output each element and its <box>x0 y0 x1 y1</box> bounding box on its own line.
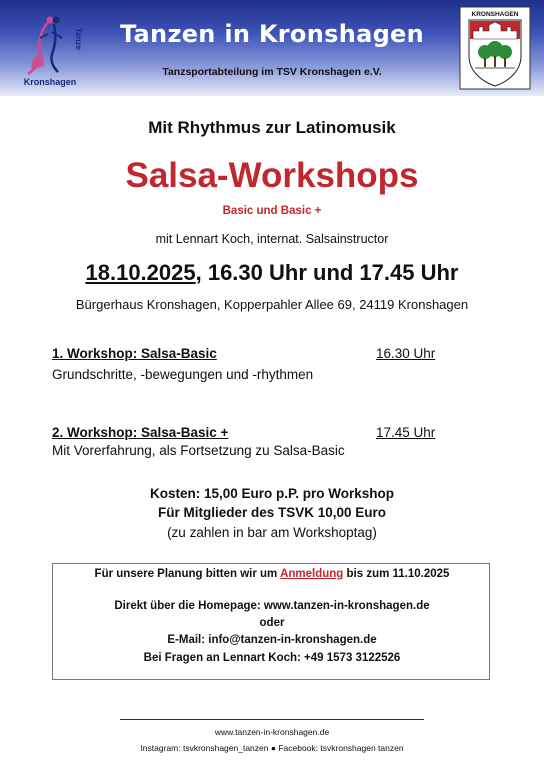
fee-note: (zu zahlen in bar am Workshoptag) <box>167 525 377 540</box>
event-times: , 16.30 Uhr und 17.45 Uhr <box>195 260 459 285</box>
workshop-1-title: 1. Workshop: Salsa-Basic <box>52 346 217 361</box>
registration-or: oder <box>259 617 285 629</box>
registration-intro-text: Für unsere Planung bitten wir um <box>94 568 281 580</box>
registration-email: E-Mail: info@tanzen-in-kronshagen.de <box>167 634 377 646</box>
instructor-line: mit Lennart Koch, internat. Salsainstructor <box>155 232 389 246</box>
header-banner <box>0 0 544 96</box>
registration-deadline: bis zum 11.10.2025 <box>343 568 450 580</box>
workshop-1-time: 16.30 Uhr <box>376 346 436 361</box>
logo-bottom-text: Kronshagen <box>23 77 77 87</box>
event-kicker: Mit Rhythmus zur Latinomusik <box>148 118 396 137</box>
fee-line-1: Kosten: 15,00 Euro p.P. pro Workshop <box>149 486 395 501</box>
workshop-2-time: 17.45 Uhr <box>376 425 436 440</box>
footer-divider <box>120 719 424 720</box>
venue-line: Bürgerhaus Kronshagen, Kopperpahler Allee 69, 24119 Kronshagen <box>75 297 469 312</box>
event-subtitle: Basic und Basic + <box>222 205 322 217</box>
registration-intro <box>53 568 491 580</box>
footer-social: Instagram: tsvkronshagen_tanzen ● Facebook: tsvkronshagen tanzen <box>140 743 404 753</box>
event-date: 18.10.2025 <box>85 260 196 285</box>
logo-vertical-text: Tanze <box>74 28 83 51</box>
workshop-1-description: Grundschritte, -bewegungen und -rhythmen <box>52 367 314 382</box>
club-crest-logo <box>459 6 531 90</box>
registration-link[interactable]: Anmeldung <box>280 568 344 580</box>
registration-homepage: Direkt über die Homepage: www.tanzen-in-kronshagen.de <box>114 600 430 612</box>
crest-top-text: KRONSHAGEN <box>471 11 519 18</box>
registration-questions: Bei Fragen an Lennart Koch: +49 1573 3122526 <box>143 652 401 664</box>
footer-website: www.tanzen-in-kronshagen.de <box>214 727 330 737</box>
event-datetime <box>0 260 544 286</box>
registration-box <box>52 563 490 680</box>
fee-line-2: Für Mitglieder des TSVK 10,00 Euro <box>157 505 387 520</box>
workshop-2-title: 2. Workshop: Salsa-Basic + <box>52 425 229 440</box>
event-title: Salsa-Workshops <box>125 156 419 195</box>
club-title: Tanzen in Kronshagen <box>119 20 425 48</box>
club-subtitle: Tanzsportabteilung im TSV Kronshagen e.V. <box>162 66 382 78</box>
workshop-2-description: Mit Vorerfahrung, als Fortsetzung zu Salsa-Basic <box>52 443 345 458</box>
